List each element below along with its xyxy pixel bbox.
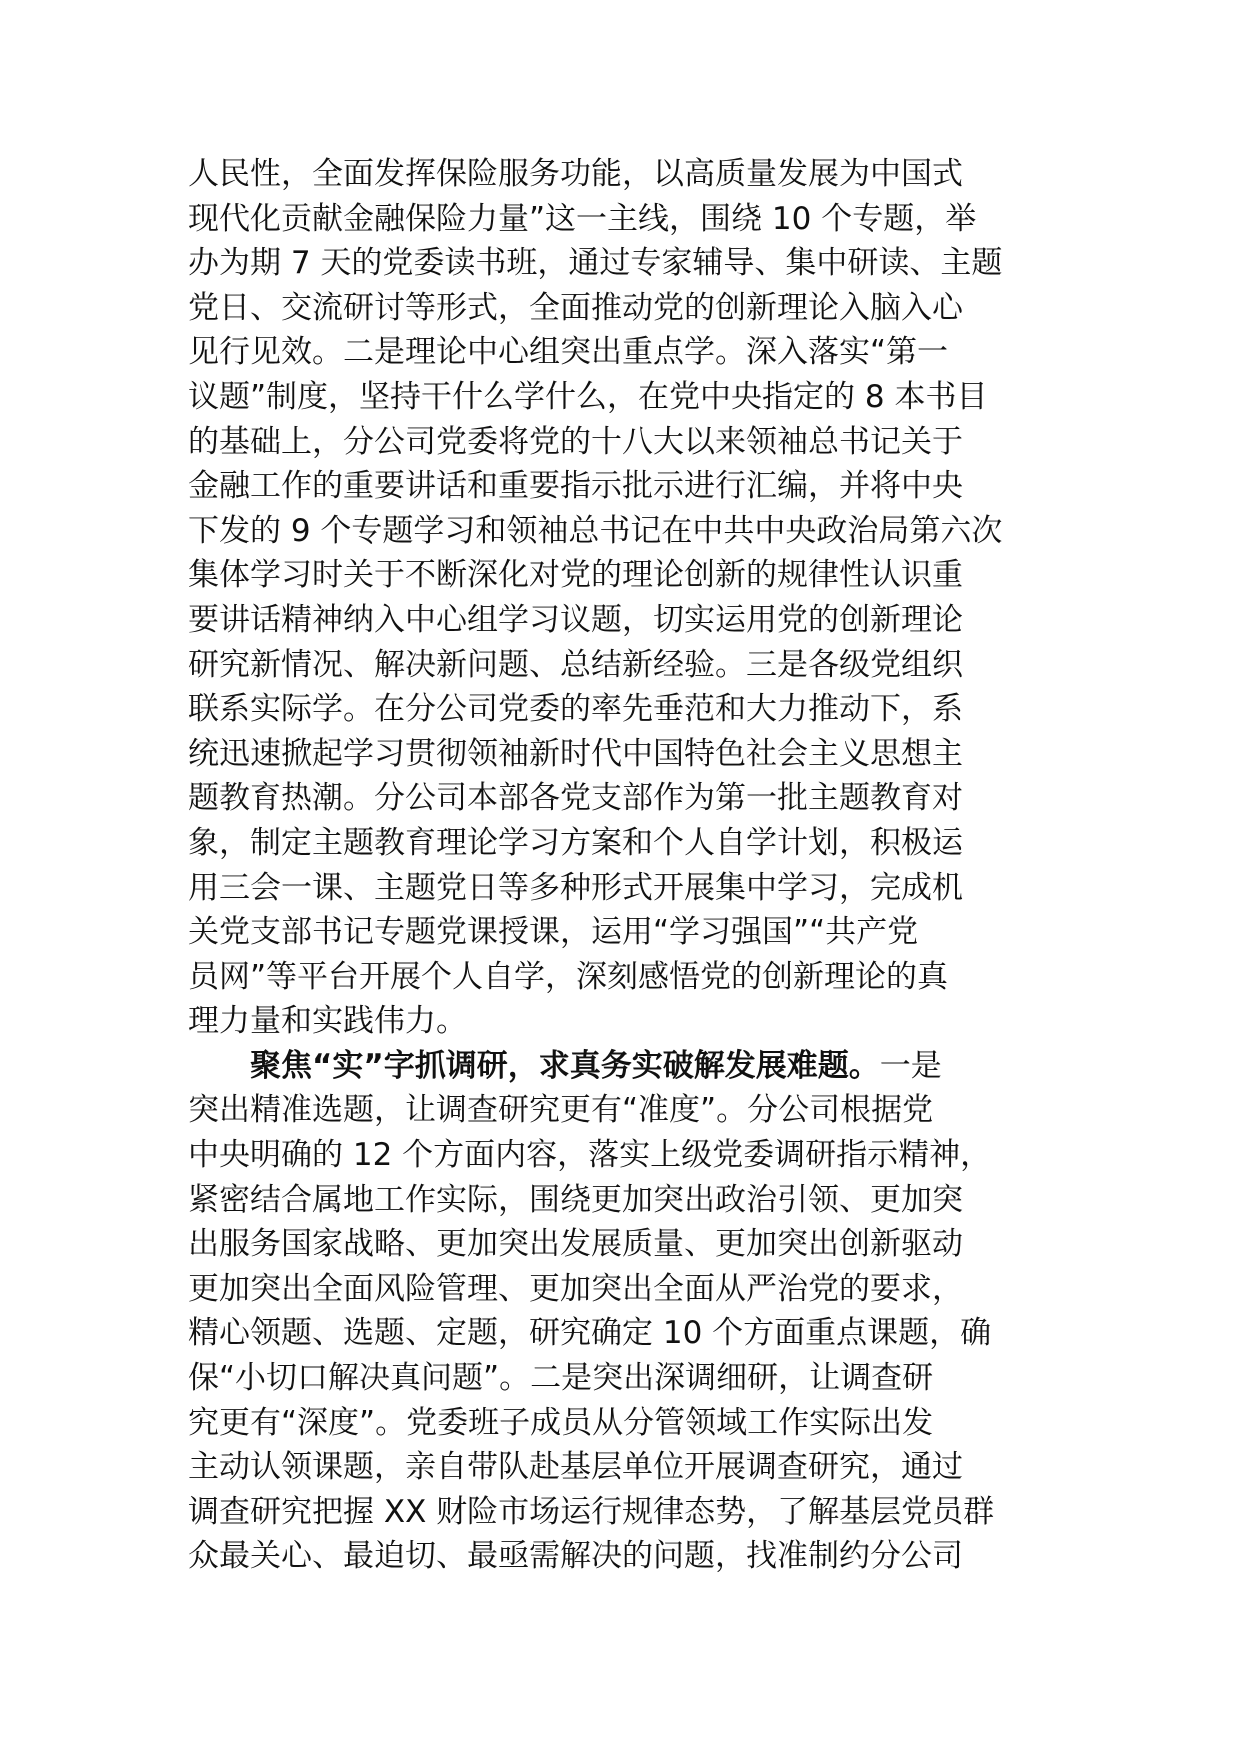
text-line: 统迅速掀起学习贯彻领袖新时代中国特色社会主义思想主 (188, 735, 963, 772)
text-line: 主动认领课题，亲自带队赴基层单位开展调查研究，通过 (188, 1449, 963, 1486)
text-line: 见行见效。二是理论中心组突出重点学。深入落实“第一 (188, 334, 949, 371)
text-line: 人民性，全面发挥保险服务功能，以高质量发展为中国式 (188, 156, 963, 192)
text-line: 紧密结合属地工作实际，围绕更加突出政治引领、更加突 (188, 1181, 963, 1218)
text-line: 现代化贡献金融保险力量”这一主线，围绕 10 个专题，举 (188, 200, 977, 237)
text-line: 精心领题、选题、定题，研究确定 10 个方面重点课题，确 (188, 1315, 992, 1352)
text-line: 议题”制度，坚持干什么学什么，在党中央指定的 8 本书目 (188, 378, 988, 415)
section-heading: 聚焦“实”字抓调研，求真务实破解发展难题。 (250, 1047, 880, 1084)
text-line: 究更有“深度”。党委班子成员从分管领域工作实际出发 (188, 1404, 934, 1441)
text-line: 出服务国家战略、更加突出发展质量、更加突出创新驱动 (188, 1226, 963, 1263)
text-line: 下发的 9 个专题学习和领袖总书记在中共中央政治局第六次 (188, 512, 1003, 549)
text-line: 更加突出全面风险管理、更加突出全面从严治党的要求， (188, 1270, 963, 1307)
text-line: 众最关心、最迫切、最亟需解决的问题，找准制约分公司 (188, 1538, 963, 1575)
text-line: 集体学习时关于不断深化对党的理论创新的规律性认识重 (188, 557, 963, 594)
text-line: 要讲话精神纳入中心组学习议题，切实运用党的创新理论 (188, 601, 963, 638)
text-line: 题教育热潮。分公司本部各党支部作为第一批主题教育对 (188, 780, 963, 817)
text-line: 关党支部书记专题党课授课，运用“学习强国”“共产党 (188, 914, 919, 951)
text-line: 象，制定主题教育理论学习方案和个人自学计划，积极运 (188, 824, 963, 861)
text-line: 调查研究把握 XX 财险市场运行规律态势，了解基层党员群 (188, 1493, 995, 1530)
text-line: 办为期 7 天的党委读书班，通过专家辅导、集中研读、主题 (188, 245, 1003, 282)
text-line: 金融工作的重要讲话和重要指示批示进行汇编，并将中央 (188, 468, 963, 505)
body-text (188, 152, 1058, 1579)
text-line: 联系实际学。在分公司党委的率先垂范和大力推动下，系 (188, 691, 963, 728)
text-line: 突出精准选题，让调查研究更有“准度”。分公司根据党 (188, 1092, 934, 1129)
text-line: 保“小切口解决真问题”。二是突出深调细研，让调查研 (188, 1360, 934, 1397)
text-line: 党日、交流研讨等形式，全面推动党的创新理论入脑入心 (188, 289, 963, 326)
heading-continuation: 一是 (879, 1047, 942, 1084)
text-line: 员网”等平台开展个人自学，深刻感悟党的创新理论的真 (188, 958, 949, 995)
text-line: 研究新情况、解决新问题、总结新经验。三是各级党组织 (188, 646, 963, 683)
text-line: 理力量和实践伟力。 (188, 1003, 467, 1040)
section-heading-line (188, 1044, 1058, 1089)
text-line: 的基础上，分公司党委将党的十八大以来领袖总书记关于 (188, 423, 963, 460)
text-line: 中央明确的 12 个方面内容，落实上级党委调研指示精神， (188, 1137, 992, 1174)
text-line: 用三会一课、主题党日等多种形式开展集中学习，完成机 (188, 869, 963, 906)
